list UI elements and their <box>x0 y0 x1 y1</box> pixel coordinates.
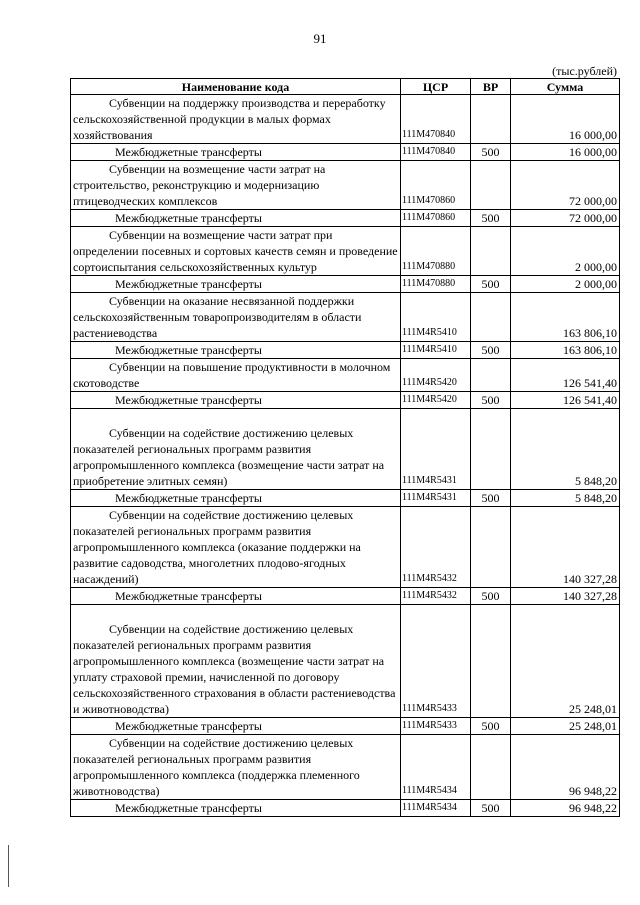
table-row <box>71 95 620 144</box>
table-row <box>71 718 620 735</box>
row-vr: 500 <box>471 342 511 359</box>
budget-table <box>70 78 620 817</box>
row-vr: 500 <box>471 588 511 605</box>
header-vr: ВР <box>471 79 511 95</box>
row-sum: 96 948,22 <box>511 800 620 817</box>
row-vr: 500 <box>471 718 511 735</box>
row-name: Межбюджетные трансферты <box>71 342 401 359</box>
row-sum: 140 327,28 <box>511 507 620 588</box>
row-vr <box>471 735 511 800</box>
table-row <box>71 210 620 227</box>
row-csr: 111M4R5433 <box>401 718 471 735</box>
row-csr: 111M4R5431 <box>401 409 471 490</box>
row-vr <box>471 605 511 718</box>
row-name: Межбюджетные трансферты <box>71 144 401 161</box>
row-sum: 25 248,01 <box>511 718 620 735</box>
table-row <box>71 342 620 359</box>
row-vr: 500 <box>471 392 511 409</box>
scan-margin-mark <box>8 845 9 887</box>
page-number: 91 <box>313 31 327 46</box>
row-sum: 2 000,00 <box>511 276 620 293</box>
row-sum: 25 248,01 <box>511 605 620 718</box>
row-csr: 111M4R5434 <box>401 735 471 800</box>
row-name: Межбюджетные трансферты <box>71 392 401 409</box>
row-sum: 72 000,00 <box>511 210 620 227</box>
row-name: Субвенции на возмещение части затрат при определении посевных и сортовых качеств семян и проведение сортоиспытания сельскохозяйственных культур <box>71 227 401 276</box>
row-csr: 111M4R5431 <box>401 490 471 507</box>
row-name: Субвенции на поддержку производства и переработку сельскохозяйственной продукции в малых формах хозяйствования <box>71 95 401 144</box>
row-name: Субвенции на содействие достижению целевых показателей региональных программ развития агропромышленного комплекса (оказание поддержки на развитие садоводства, многолетних плодово-ягодных насаждений) <box>71 507 401 588</box>
row-name: Межбюджетные трансферты <box>71 210 401 227</box>
row-csr: 111M4R5432 <box>401 588 471 605</box>
row-vr <box>471 95 511 144</box>
units-label: (тыс.рублей) <box>552 64 617 78</box>
row-name: Межбюджетные трансферты <box>71 276 401 293</box>
table-row <box>71 359 620 392</box>
table-row <box>71 293 620 342</box>
row-sum: 16 000,00 <box>511 144 620 161</box>
row-vr: 500 <box>471 144 511 161</box>
table-row <box>71 392 620 409</box>
row-csr: 111M4R5420 <box>401 359 471 392</box>
row-vr <box>471 359 511 392</box>
row-csr: 111M4R5420 <box>401 392 471 409</box>
row-csr: 111M470840 <box>401 95 471 144</box>
row-csr: 111M470840 <box>401 144 471 161</box>
table-row <box>71 605 620 718</box>
row-vr: 500 <box>471 210 511 227</box>
table-row <box>71 161 620 210</box>
row-csr: 111M4R5432 <box>401 507 471 588</box>
header-name: Наименование кода <box>71 79 401 95</box>
row-name: Субвенции на возмещение части затрат на строительство, реконструкцию и модернизацию птицеводческих комплексов <box>71 161 401 210</box>
table-row <box>71 588 620 605</box>
row-csr: 111M470860 <box>401 161 471 210</box>
row-vr <box>471 409 511 490</box>
table-row <box>71 735 620 800</box>
row-name: Межбюджетные трансферты <box>71 490 401 507</box>
row-name: Межбюджетные трансферты <box>71 588 401 605</box>
header-sum: Сумма <box>511 79 620 95</box>
row-vr <box>471 293 511 342</box>
row-sum: 16 000,00 <box>511 95 620 144</box>
row-sum: 163 806,10 <box>511 342 620 359</box>
row-name: Субвенции на повышение продуктивности в молочном скотоводстве <box>71 359 401 392</box>
table-row <box>71 227 620 276</box>
row-csr: 111M470880 <box>401 227 471 276</box>
row-vr: 500 <box>471 276 511 293</box>
row-csr: 111M4R5410 <box>401 342 471 359</box>
row-name: Субвенции на содействие достижению целевых показателей региональных программ развития агропромышленного комплекса (возмещение части затрат на уплату страховой премии, начисленной по договору сельскохозяйственного страхования в области растениеводства и животноводства) <box>71 605 401 718</box>
row-sum: 5 848,20 <box>511 409 620 490</box>
row-csr: 111M4R5410 <box>401 293 471 342</box>
row-vr: 500 <box>471 800 511 817</box>
row-vr <box>471 161 511 210</box>
table-row <box>71 490 620 507</box>
row-name: Субвенции на оказание несвязанной поддержки сельскохозяйственным товаропроизводителям в области растениеводства <box>71 293 401 342</box>
table-row <box>71 800 620 817</box>
row-sum: 126 541,40 <box>511 392 620 409</box>
row-sum: 96 948,22 <box>511 735 620 800</box>
row-sum: 126 541,40 <box>511 359 620 392</box>
row-csr: 111M4R5433 <box>401 605 471 718</box>
row-sum: 72 000,00 <box>511 161 620 210</box>
row-name: Межбюджетные трансферты <box>71 718 401 735</box>
row-vr <box>471 507 511 588</box>
row-vr <box>471 227 511 276</box>
row-name: Субвенции на содействие достижению целевых показателей региональных программ развития агропромышленного комплекса (поддержка племенного животноводства) <box>71 735 401 800</box>
header-row <box>71 79 620 95</box>
row-csr: 111M470880 <box>401 276 471 293</box>
row-csr: 111M470860 <box>401 210 471 227</box>
row-vr: 500 <box>471 490 511 507</box>
table-row <box>71 144 620 161</box>
table-row <box>71 507 620 588</box>
header-csr: ЦСР <box>401 79 471 95</box>
row-name: Межбюджетные трансферты <box>71 800 401 817</box>
row-sum: 163 806,10 <box>511 293 620 342</box>
row-name: Субвенции на содействие достижению целевых показателей региональных программ развития агропромышленного комплекса (возмещение части затрат на приобретение элитных семян) <box>71 409 401 490</box>
row-sum: 140 327,28 <box>511 588 620 605</box>
row-sum: 2 000,00 <box>511 227 620 276</box>
table-row <box>71 409 620 490</box>
table-row <box>71 276 620 293</box>
row-csr: 111M4R5434 <box>401 800 471 817</box>
row-sum: 5 848,20 <box>511 490 620 507</box>
